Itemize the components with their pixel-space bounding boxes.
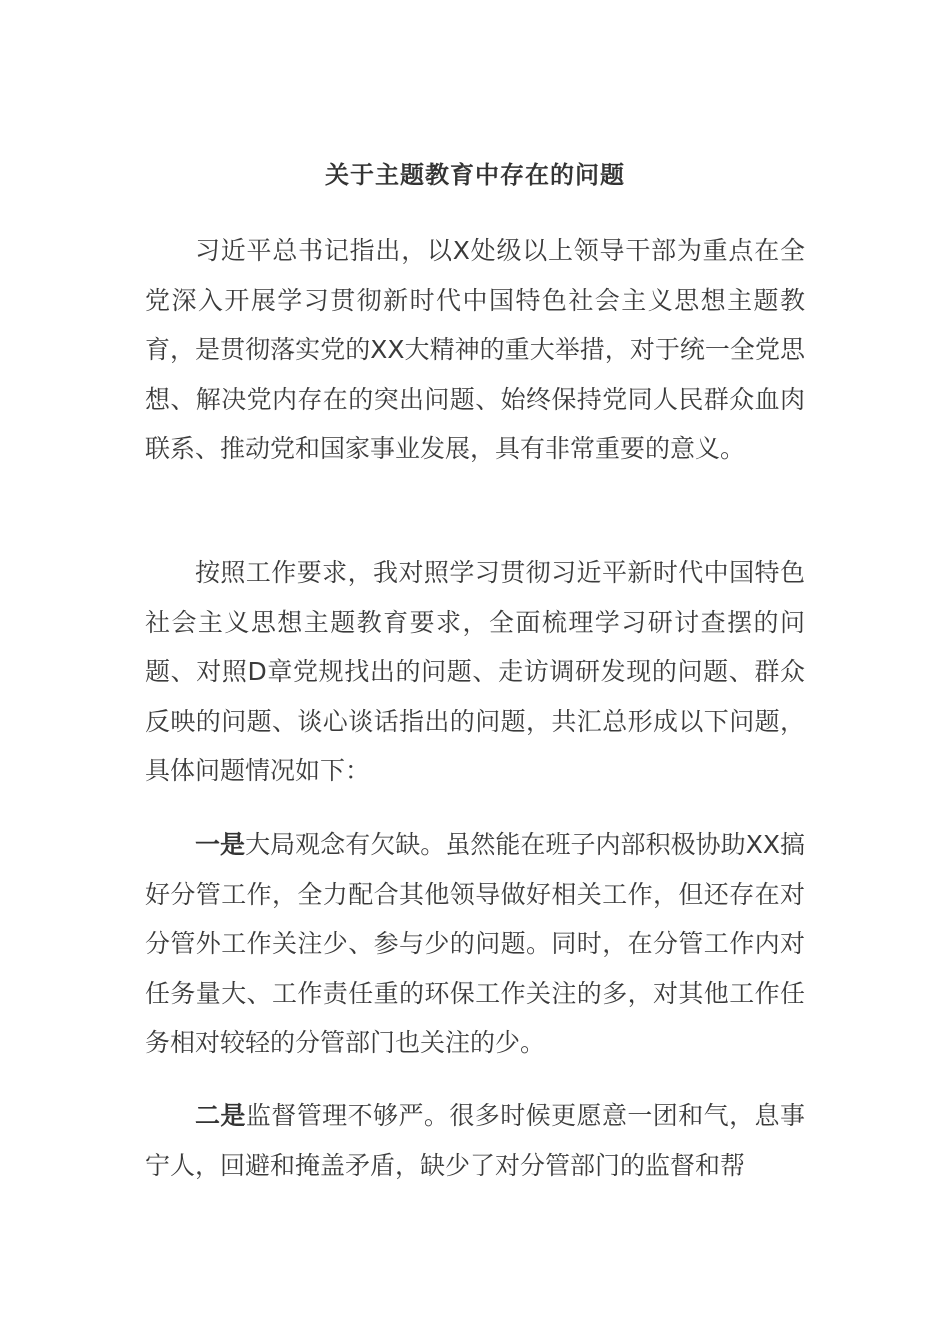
paragraph-text: 按照工作要求，我对照学习贯彻习近平新时代中国特色社会主义思想主题教育要求，全面梳理学习研讨查摆的问题、对照D章党规找出的问题、走访调研发现的问题、群众反映的问题、谈心谈话指出的问题，共汇总形成以下问题，具体问题情况如下： [145,558,805,785]
paragraph-text: 大局观念有欠缺。虽然能在班子内部积极协助XX搞好分管工作，全力配合其他领导做好相关工作，但还存在对分管外工作关注少、参与少的问题。同时，在分管工作内对任务量大、工作责任重的环保工作关注的多，对其他工作任务相对较轻的分管部门也关注的少。 [145,830,805,1057]
paragraph-text: 习近平总书记指出，以X处级以上领导干部为重点在全党深入开展学习贯彻新时代中国特色社会主义思想主题教育，是贯彻落实党的XX大精神的重大举措，对于统一全党思想、解决党内存在的突出问题、始终保持党同人民群众血肉联系、推动党和国家事业发展，具有非常重要的意义。 [145,236,805,463]
paragraph-issue-one [145,820,805,1068]
paragraph-lead: 一是 [195,830,246,859]
paragraph-intro [145,226,805,474]
document-title: 关于主题教育中存在的问题 [325,161,625,189]
paragraph-requirements [145,548,805,796]
paragraph-text: 监督管理不够严。很多时候更愿意一团和气，息事宁人，回避和掩盖矛盾，缺少了对分管部门的监督和帮 [145,1101,805,1180]
paragraph-issue-two [145,1091,805,1190]
paragraph-lead: 二是 [195,1101,246,1130]
